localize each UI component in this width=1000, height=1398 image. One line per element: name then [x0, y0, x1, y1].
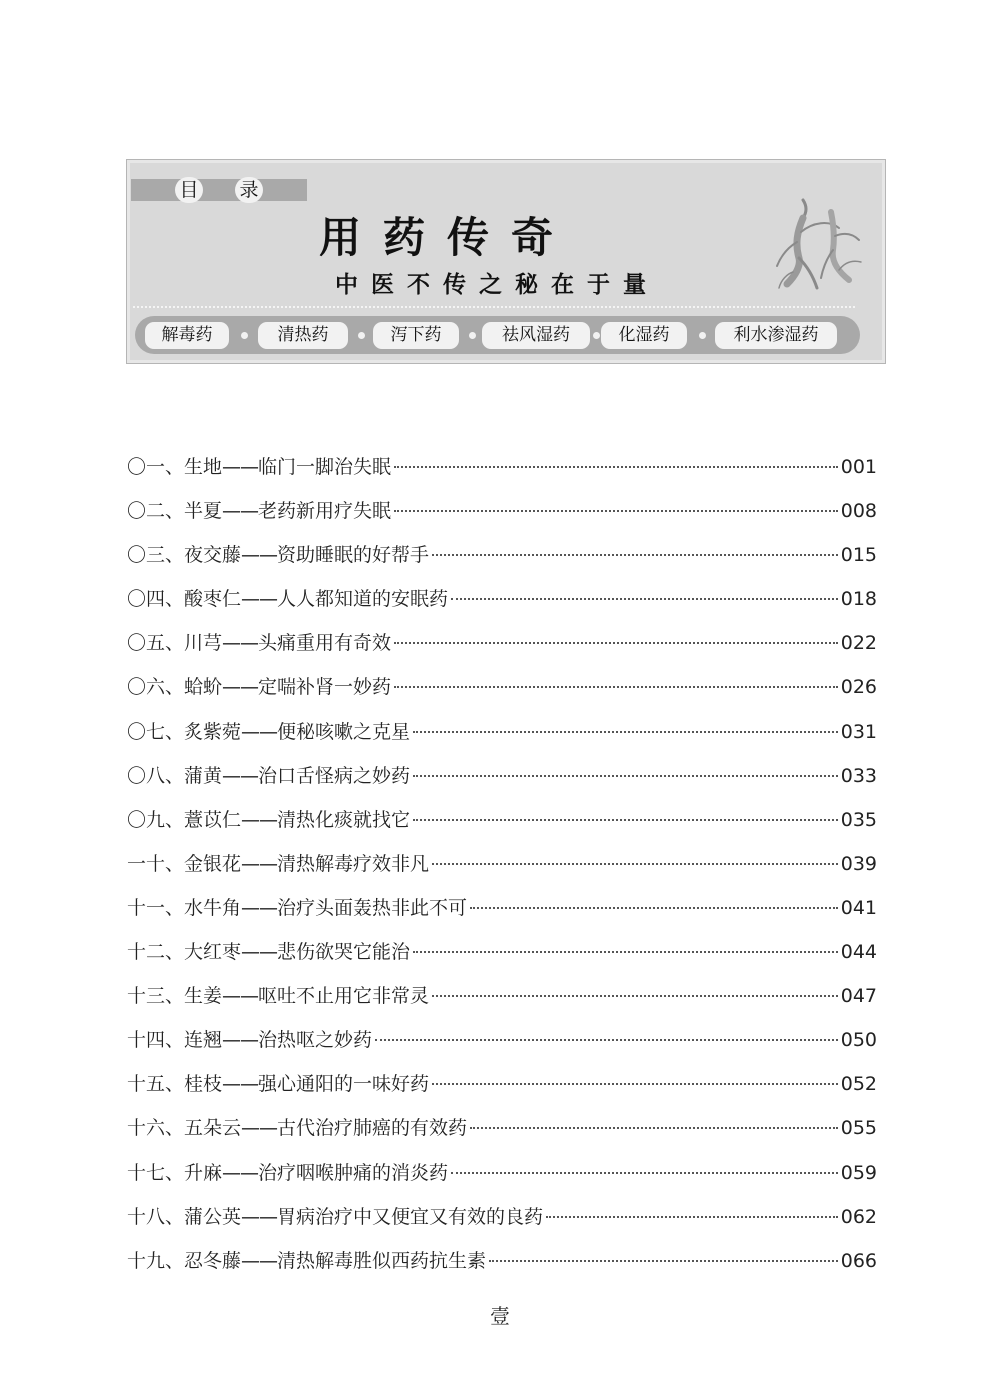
toc-entry[interactable] — [127, 1158, 877, 1202]
entry-number: 〇七、 — [127, 720, 185, 743]
entry-number: 〇一、 — [127, 456, 185, 478]
entry-page: 018 — [840, 588, 877, 611]
book-subtitle: 中医不传之秘在于量 — [335, 272, 659, 298]
entry-number: 十八、 — [127, 1205, 185, 1228]
dot-leader — [394, 686, 838, 688]
toc-entry[interactable] — [127, 717, 877, 761]
header-banner — [126, 159, 886, 364]
entry-number: 〇二、 — [127, 500, 185, 523]
entry-herb: 五朵云 — [184, 1117, 242, 1140]
entry-page: 050 — [840, 1029, 877, 1052]
entry-description: 悲伤欲哭它能治 — [277, 941, 411, 964]
category-lishui: 利水渗湿药 — [715, 322, 837, 349]
toc-entry[interactable] — [127, 628, 877, 672]
entry-description: 清热解毒疗效非凡 — [277, 852, 430, 875]
entry-dash: —— — [222, 456, 259, 478]
entry-description: 老药新用疗失眠 — [258, 500, 392, 523]
entry-number: 〇三、 — [127, 544, 185, 567]
dot-leader — [413, 775, 838, 777]
toc-entry[interactable] — [127, 981, 877, 1025]
entry-page: 052 — [840, 1073, 877, 1096]
entry-description: 清热解毒胜似西药抗生素 — [277, 1249, 487, 1272]
entry-description: 治疗头面轰热非此不可 — [277, 896, 468, 919]
separator-dot — [241, 332, 248, 339]
dot-leader — [432, 863, 838, 865]
entry-description: 定喘补肾一妙药 — [258, 676, 392, 699]
entry-dash: —— — [241, 1205, 278, 1228]
dot-leader — [394, 642, 838, 644]
dot-leader — [451, 598, 838, 600]
toc-entry[interactable] — [127, 761, 877, 805]
entry-herb: 金银花 — [184, 852, 242, 875]
entry-dash: —— — [222, 632, 259, 655]
entry-page: 031 — [840, 720, 877, 743]
entry-dash: —— — [222, 764, 259, 787]
entry-number: 〇四、 — [127, 588, 185, 611]
entry-description: 资助睡眠的好帮手 — [277, 544, 430, 567]
dotted-divider — [133, 306, 855, 308]
toc-entry[interactable] — [127, 849, 877, 893]
entry-page: 035 — [840, 808, 877, 831]
entry-dash: —— — [241, 1249, 278, 1272]
dot-leader — [432, 995, 838, 997]
toc-entry[interactable] — [127, 1246, 877, 1290]
entry-page: 041 — [840, 896, 877, 919]
entry-page: 044 — [840, 941, 877, 964]
entry-number: 十四、 — [127, 1029, 185, 1052]
dot-leader — [470, 1127, 838, 1129]
toc-entry[interactable] — [127, 584, 877, 628]
entry-description: 治口舌怪病之妙药 — [258, 764, 411, 787]
toc-entry[interactable] — [127, 937, 877, 981]
dot-leader — [394, 466, 838, 468]
entry-description: 治热呕之妙药 — [258, 1029, 373, 1052]
entry-page: 008 — [840, 500, 877, 523]
entry-number: 十五、 — [127, 1073, 185, 1096]
entry-page: 022 — [840, 632, 877, 655]
entry-description: 清热化痰就找它 — [277, 808, 411, 831]
entry-herb: 夜交藤 — [184, 544, 242, 567]
dot-leader — [394, 510, 838, 512]
entry-description: 治疗咽喉肿痛的消炎药 — [258, 1161, 449, 1184]
entry-page: 026 — [840, 676, 877, 699]
entry-page: 015 — [840, 544, 877, 567]
entry-description: 头痛重用有奇效 — [258, 632, 392, 655]
dot-leader — [413, 951, 838, 953]
toc-entry[interactable] — [127, 1113, 877, 1157]
toc-entry[interactable] — [127, 672, 877, 716]
entry-herb: 蒲黄 — [184, 764, 223, 787]
separator-dot — [699, 332, 706, 339]
entry-description: 人人都知道的安眠药 — [277, 588, 449, 611]
dot-leader — [451, 1172, 838, 1174]
entry-herb: 酸枣仁 — [184, 588, 242, 611]
category-jiedu: 解毒药 — [145, 322, 229, 349]
dot-leader — [432, 554, 838, 556]
entry-description: 古代治疗肺癌的有效药 — [277, 1117, 468, 1140]
entry-dash: —— — [222, 676, 259, 699]
entry-dash: —— — [241, 588, 278, 611]
entry-page: 055 — [840, 1117, 877, 1140]
category-huashi: 化湿药 — [601, 322, 687, 349]
entry-herb: 生姜 — [184, 985, 223, 1008]
entry-dash: —— — [241, 1117, 278, 1140]
dot-leader — [432, 1083, 838, 1085]
entry-herb: 大红枣 — [184, 941, 242, 964]
entry-page: 001 — [840, 456, 877, 478]
entry-number: 〇五、 — [127, 632, 185, 655]
entry-dash: —— — [222, 1161, 259, 1184]
dot-leader — [375, 1039, 838, 1041]
entry-herb: 半夏 — [184, 500, 223, 523]
toc-entry[interactable] — [127, 1025, 877, 1069]
contents-label-char-2: 录 — [235, 177, 263, 203]
category-qufengshi: 祛风湿药 — [482, 322, 590, 349]
entry-herb: 蒲公英 — [184, 1205, 242, 1228]
toc-entry[interactable] — [127, 1069, 877, 1113]
entry-description: 呕吐不止用它非常灵 — [258, 985, 430, 1008]
entry-herb: 连翘 — [184, 1029, 223, 1052]
entry-page: 033 — [840, 764, 877, 787]
entry-dash: —— — [241, 544, 278, 567]
entry-page: 066 — [840, 1249, 877, 1272]
entry-page: 047 — [840, 985, 877, 1008]
toc-entry[interactable] — [127, 496, 877, 540]
ginseng-root-icon — [773, 192, 863, 292]
entry-number: 〇九、 — [127, 808, 185, 831]
entry-description: 强心通阳的一味好药 — [258, 1073, 430, 1096]
entry-number: 十二、 — [127, 941, 185, 964]
separator-dot — [358, 332, 365, 339]
toc-entry[interactable] — [127, 1202, 877, 1246]
toc-entry[interactable] — [127, 805, 877, 849]
entry-description: 便秘咳嗽之克星 — [277, 720, 411, 743]
entry-description: 胃病治疗中又便宜又有效的良药 — [277, 1205, 544, 1228]
entry-dash: —— — [222, 1073, 259, 1096]
entry-herb: 川芎 — [184, 632, 223, 655]
entry-herb: 桂枝 — [184, 1073, 223, 1096]
entry-dash: —— — [241, 852, 278, 875]
entry-dash: —— — [222, 500, 259, 523]
entry-herb: 生地 — [184, 456, 223, 478]
entry-number: 〇八、 — [127, 764, 185, 787]
entry-page: 059 — [840, 1161, 877, 1184]
toc-entry[interactable] — [127, 452, 877, 496]
dot-leader — [413, 819, 838, 821]
entry-page: 039 — [840, 852, 877, 875]
contents-label-bar — [131, 179, 307, 201]
dot-leader — [489, 1260, 838, 1262]
toc-entry[interactable] — [127, 540, 877, 584]
entry-number: 一十、 — [127, 852, 185, 875]
entry-dash: —— — [241, 941, 278, 964]
entry-herb: 薏苡仁 — [184, 808, 242, 831]
entry-dash: —— — [241, 808, 278, 831]
entry-herb: 升麻 — [184, 1161, 223, 1184]
page-number: 壹 — [490, 1304, 510, 1328]
category-qingre: 清热药 — [258, 322, 348, 349]
entry-dash: —— — [222, 1029, 259, 1052]
entry-number: 十九、 — [127, 1249, 185, 1272]
table-of-contents — [127, 452, 877, 1290]
entry-dash: —— — [241, 896, 278, 919]
entry-herb: 忍冬藤 — [184, 1249, 242, 1272]
separator-dot — [593, 332, 600, 339]
entry-number: 十三、 — [127, 985, 185, 1008]
category-xiexia: 泻下药 — [373, 322, 459, 349]
entry-dash: —— — [222, 985, 259, 1008]
entry-herb: 水牛角 — [184, 896, 242, 919]
dot-leader — [470, 907, 838, 909]
toc-entry[interactable] — [127, 893, 877, 937]
book-title: 用药传奇 — [318, 213, 575, 262]
entry-herb: 炙紫菀 — [184, 720, 242, 743]
entry-herb: 蛤蚧 — [184, 676, 223, 699]
dot-leader — [413, 731, 838, 733]
entry-page: 062 — [840, 1205, 877, 1228]
entry-dash: —— — [241, 720, 278, 743]
entry-number: 十一、 — [127, 896, 185, 919]
category-bar — [135, 316, 860, 354]
entry-number: 〇六、 — [127, 676, 185, 699]
contents-label-char-1: 目 — [175, 177, 203, 203]
entry-number: 十七、 — [127, 1161, 185, 1184]
entry-number: 十六、 — [127, 1117, 185, 1140]
separator-dot — [469, 332, 476, 339]
entry-description: 临门一脚治失眠 — [258, 456, 392, 478]
dot-leader — [546, 1216, 838, 1218]
